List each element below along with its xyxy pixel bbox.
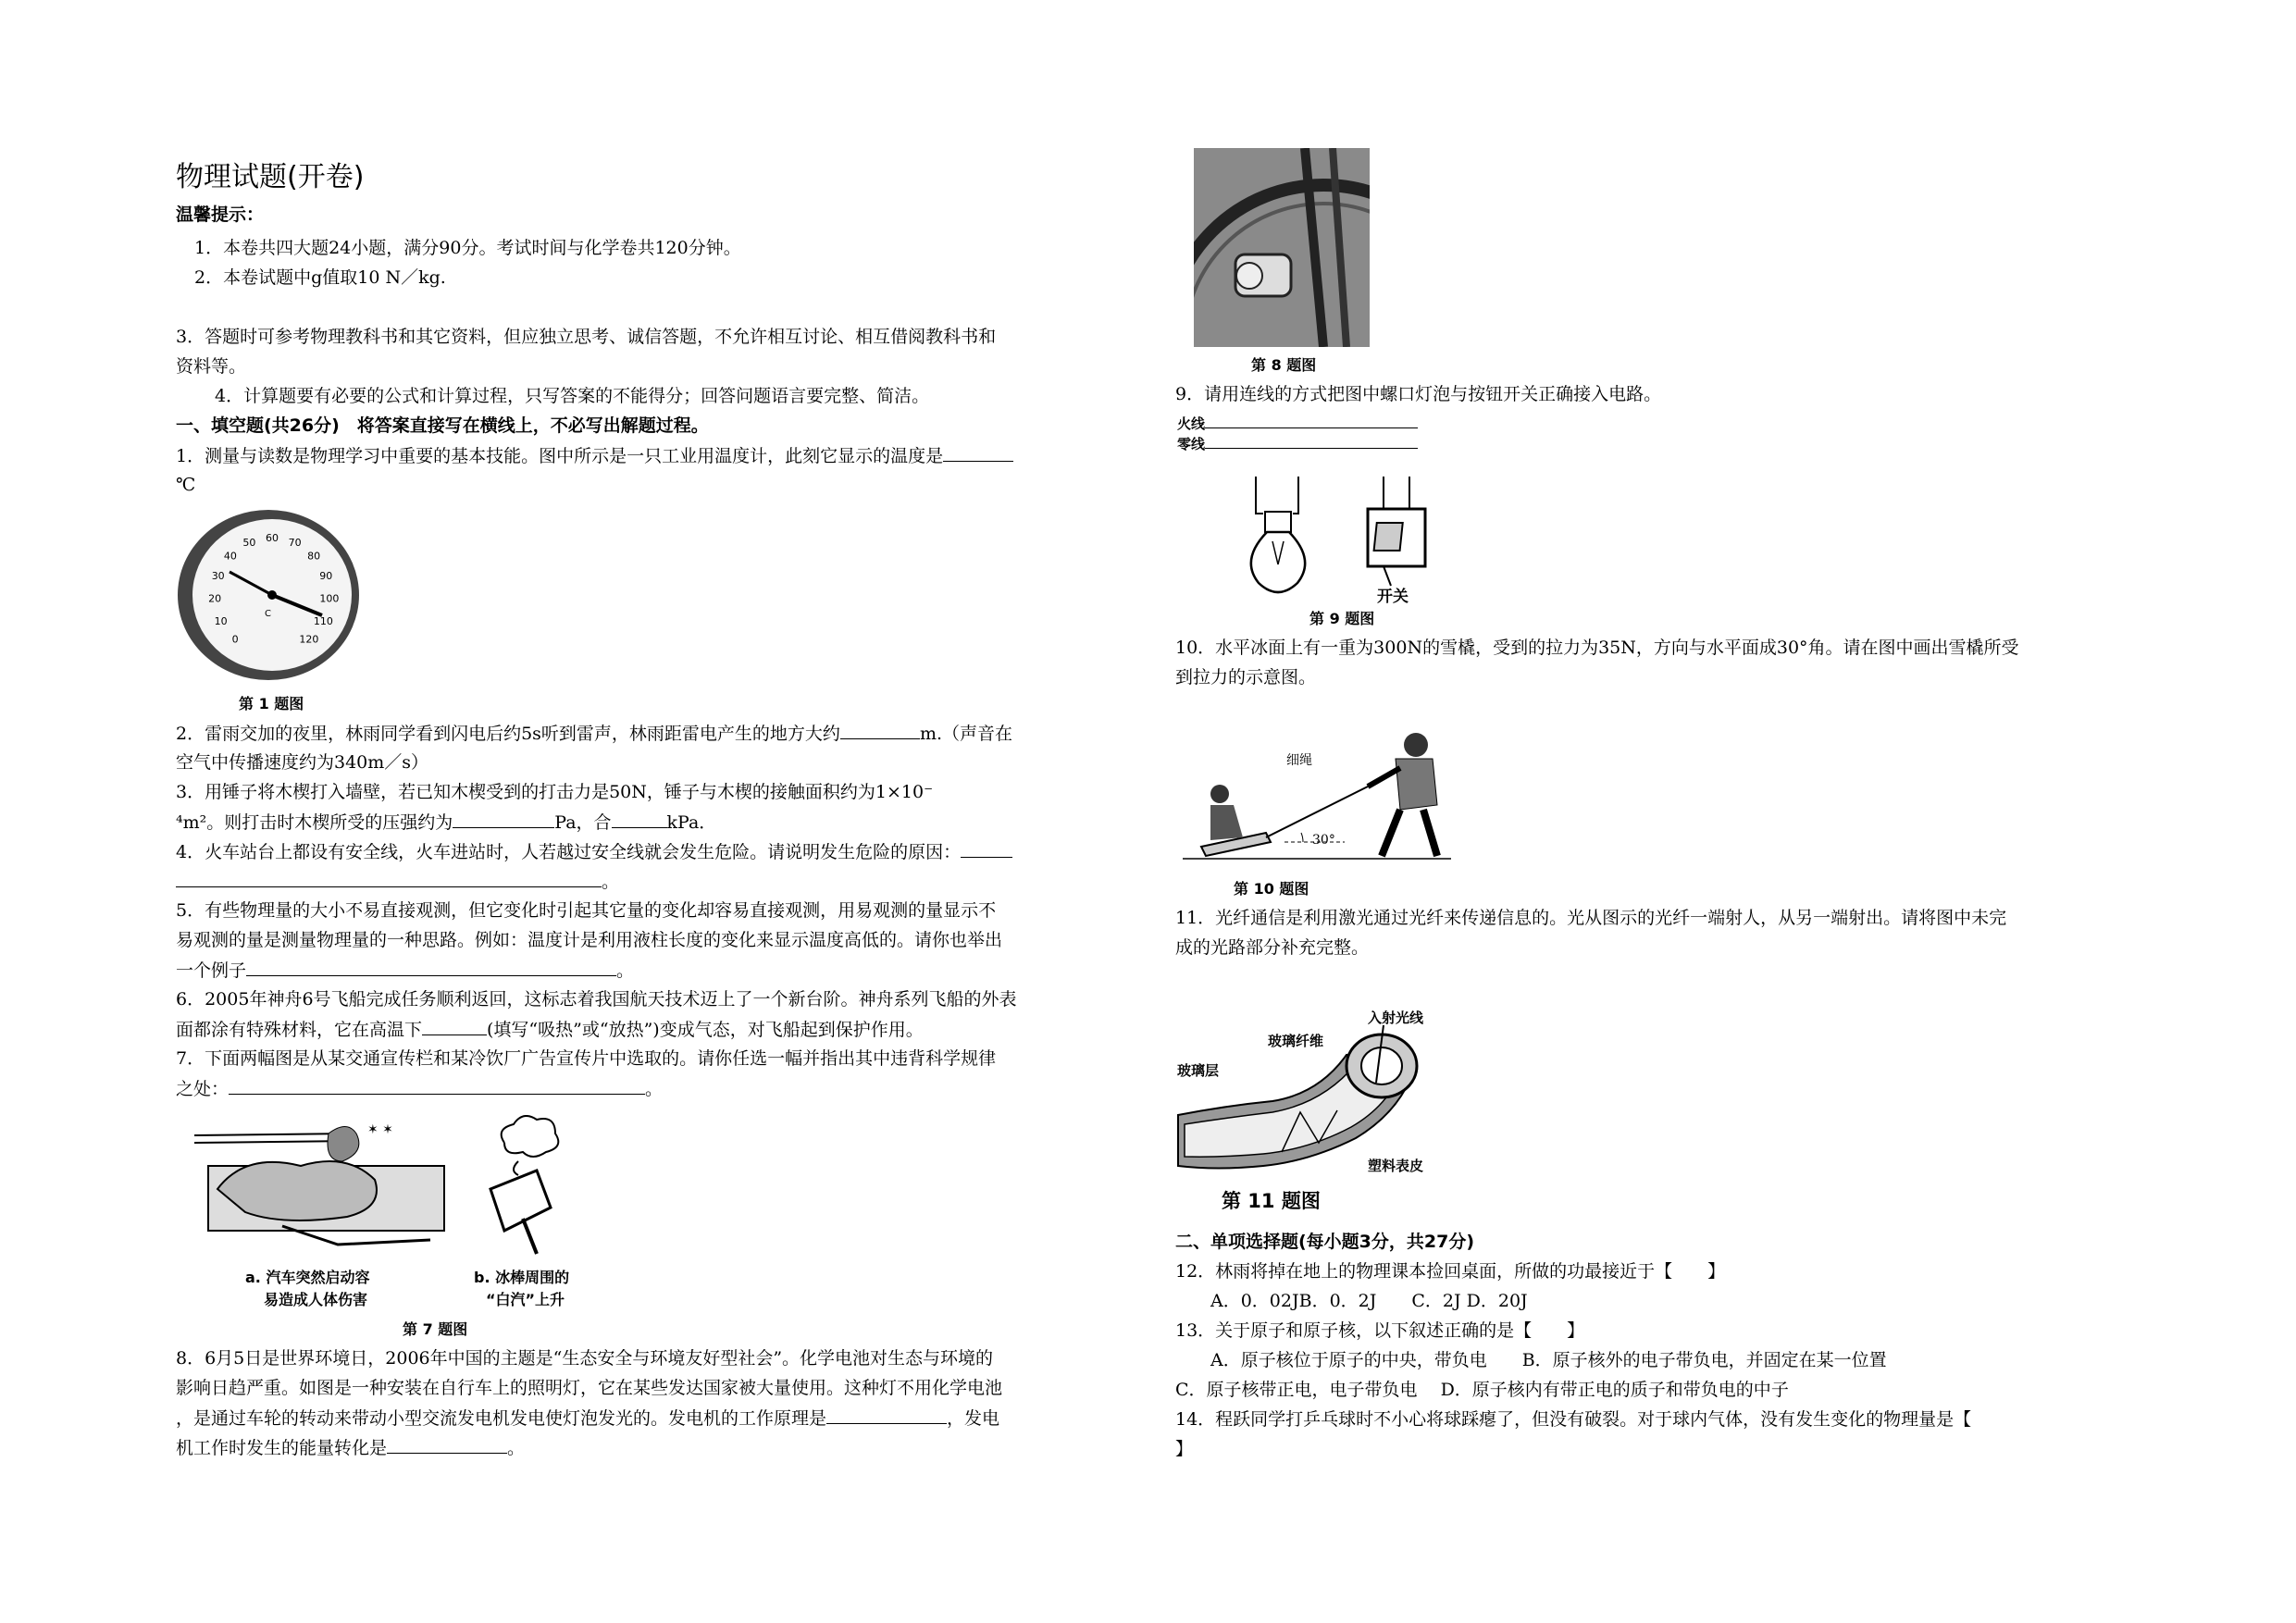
q2-stem-end: m.（声音在 (919, 724, 1012, 744)
q12-text: 12．林雨将掉在地上的物理课本捡回桌面，所做的功最接近于【 】 (1175, 1261, 1726, 1282)
q8-end: 。 (507, 1438, 526, 1458)
tip-3: 3．答题时可参考物理教科书和其它资料，但应独立思考、诚信答题，不允许相互讨论、相互借阅教科书和 (176, 327, 997, 347)
section2-heading: 二、单项选择题(每小题3分，共27分) (1175, 1232, 1475, 1252)
q8-line4 (176, 1436, 525, 1459)
section1-heading: 一、填空题(共26分) 将答案直接写在横线上，不必写出解题过程。 (176, 415, 709, 436)
fig11-caption: 第 11 题图 (1222, 1190, 1321, 1212)
fig7a-caption-1: a. 汽车突然启动容 (245, 1269, 370, 1286)
gauge-tick-label: 70 (288, 537, 302, 550)
gauge-tick-label: 0 (231, 633, 239, 646)
q10-line2: 到拉力的示意图。 (1175, 667, 1317, 688)
q2-line1 (176, 722, 1012, 745)
tips-heading: 温馨提示： (176, 204, 265, 225)
q4-line2 (176, 870, 619, 893)
fiber-layer-label: 玻璃层 (1177, 1062, 1220, 1079)
q9-text: 9．请用连线的方式把图中螺口灯泡与按钮开关正确接入电路。 (1175, 384, 1662, 404)
page-title: 物理试题(开卷) (176, 161, 365, 193)
q2-line2: 空气中传播速度约为340m／s） (176, 752, 429, 773)
fig7b-caption-2: “白汽”上升 (486, 1291, 565, 1308)
q4-stem: 4．火车站台上都设有安全线，火车进站时，人若越过安全线就会发生危险。请说明发生危险的原因： (176, 842, 962, 862)
fiber-in-label: 入射光线 (1368, 1010, 1424, 1026)
q5-line1: 5．有些物理量的大小不易直接观测，但它变化时引起其它量的变化却容易直接观测，用易观测的量显示不 (176, 900, 997, 921)
q10-line1: 10．水平冰面上有一重为300N的雪橇，受到的拉力为35N，方向与水平面成30°角。请在图中画出雪橇所受 (1175, 638, 2019, 658)
fig7a-caption-2: 易造成人体伤害 (264, 1291, 368, 1308)
man-body (1396, 759, 1437, 810)
q5-line3 (176, 959, 634, 982)
q8-blank-a[interactable] (826, 1406, 947, 1424)
child-head (1210, 785, 1229, 803)
svg-text:✶ ✶: ✶ ✶ (367, 1122, 393, 1137)
gauge-tick-label: 110 (313, 614, 333, 627)
q1-unit: ℃ (176, 475, 196, 495)
gauge-tick-label: 90 (319, 569, 333, 582)
gauge-tick-label: 120 (299, 633, 319, 646)
q13-options-cd: C．原子核带正电，电子带负电 D．原子核内有带正电的质子和带负电的中子 (1175, 1380, 1789, 1400)
fiber-glass-label: 玻璃纤维 (1268, 1033, 1324, 1049)
q5-end: 。 (616, 960, 635, 981)
tip-4: 4．计算题要有必要的公式和计算过程，只写答案的不能得分；回答问题语言要完整、简洁。 (215, 386, 930, 406)
bulb-switch-figure (1245, 477, 1458, 606)
q4-line1 (176, 840, 1012, 863)
tip-3-cont: 资料等。 (176, 356, 247, 377)
q7-blank[interactable] (229, 1077, 645, 1095)
fig8-caption: 第 8 题图 (1251, 356, 1317, 374)
gauge-tick-label: 60 (266, 532, 279, 544)
q8-line3 (176, 1406, 999, 1430)
live-wire (1177, 413, 1418, 435)
angle-label: 30° (1312, 833, 1335, 848)
bicycle-lamp-photo (1194, 148, 1370, 347)
q5-blank[interactable] (246, 959, 616, 976)
q11-line1: 11．光纤通信是利用激光通过光纤来传递信息的。光从图示的光纤一端射人，从另一端射出。请将图中未完 (1175, 908, 2007, 928)
bulb-wire-left (1256, 477, 1263, 514)
q12-options: A．0．02JB．0．2J C．2J D．20J (1210, 1291, 1528, 1311)
q7-line1: 7．下面两幅图是从某交通宣传栏和某冷饮厂广告宣传片中选取的。请你任选一幅并指出其中违背科学规律 (176, 1048, 997, 1069)
q3-blank-kpa[interactable] (612, 811, 667, 828)
gauge-tick-label: 50 (242, 537, 256, 550)
thermometer-gauge-figure (176, 507, 370, 688)
q6-blank[interactable] (422, 1018, 487, 1035)
q1-text (176, 444, 1013, 467)
q4-end: 。 (602, 872, 620, 892)
gauge-tick-label: 80 (307, 550, 321, 563)
switch-label: 开关 (1377, 588, 1409, 606)
fig10-caption: 第 10 题图 (1234, 880, 1309, 898)
q8-line1: 8．6月5日是世界环境日，2006年中国的主题是“生态安全与环境友好型社会”。化学电池对生态与环境的 (176, 1348, 994, 1369)
q2-stem: 2．雷雨交加的夜里，林雨同学看到闪电后约5s听到雷声，林雨距雷电产生的地方大约 (176, 724, 840, 744)
q14-line2: 】 (1175, 1439, 1194, 1459)
gauge-hub (267, 590, 277, 600)
q7-stem: 之处： (176, 1079, 230, 1099)
q4-blank-a[interactable] (961, 840, 1012, 858)
bulb-socket (1265, 512, 1291, 532)
q3-blank-pa[interactable] (453, 811, 554, 828)
q6-line1: 6．2005年神舟6号飞船完成任务顺利返回，这标志着我国航天技术迈上了一个新台阶。神舟系列飞船的外表 (176, 989, 1017, 1010)
fiber-skin-label: 塑料表皮 (1368, 1158, 1424, 1174)
fig7b-caption-1: b. 冰棒周围的 (474, 1269, 570, 1286)
gauge-tick-label: 30 (211, 569, 225, 582)
q1-blank[interactable] (943, 444, 1013, 462)
q8-blank-b[interactable] (387, 1436, 507, 1454)
q8-mid: ，发电 (947, 1408, 1000, 1429)
fig7-caption: 第 7 题图 (403, 1320, 468, 1338)
q6-line2 (176, 1018, 924, 1041)
q3-stem: ⁴m²。则打击时木楔所受的压强约为 (176, 812, 453, 833)
q3-line2 (176, 811, 716, 834)
q3-line1: 3．用锤子将木楔打入墙壁，若已知木楔受到的打击力是50N，锤子与木楔的接触面积约为1×10⁻ (176, 782, 934, 802)
gauge-tick-label: 10 (214, 614, 228, 627)
q3-mid: Pa，合 (554, 812, 612, 833)
q13-options-ab: A．原子核位于原子的中央，带负电 B．原子核外的电子带负电，并固定在某一位置 (1210, 1350, 1887, 1370)
tip-2: 2．本卷试题中g值取10 N／kg. (194, 267, 446, 288)
gauge-tick-label: 20 (208, 592, 222, 605)
fig1-caption: 第 1 题图 (239, 695, 304, 712)
q6-stem: 面都涂有特殊材料，它在高温下 (176, 1020, 423, 1040)
q7-end: 。 (645, 1079, 664, 1099)
q13-text: 13．关于原子和原子核，以下叙述正确的是【 】 (1175, 1320, 1585, 1341)
q8-stem: ，是通过车轮的转动来带动小型交流发电机发电使灯泡发光的。发电机的工作原理是 (176, 1408, 827, 1429)
q4-blank-b[interactable] (176, 870, 602, 887)
gauge-tick-label: 40 (223, 550, 237, 563)
q7-line2 (176, 1077, 663, 1100)
man-head (1404, 733, 1428, 757)
q1-stem: 1．测量与读数是物理学习中重要的基本技能。图中所示是一只工业用温度计，此刻它显示的温度是 (176, 446, 944, 466)
switch-button (1374, 523, 1403, 551)
gauge-unit: C (265, 609, 271, 619)
q8-stem-2: 机工作时发生的能量转化是 (176, 1438, 388, 1458)
neutral-wire (1177, 433, 1418, 455)
q14-line1: 14．程跃同学打乒乓球时不小心将球踩瘪了，但没有破裂。对于球内气体，没有发生变化的物理量是【 (1175, 1409, 1972, 1430)
rope-label: 细绳 (1286, 753, 1312, 768)
child-body (1210, 805, 1243, 840)
q6-end: (填写“吸热”或“放热”)变成气态，对飞船起到保护作用。 (487, 1020, 924, 1040)
gauge-tick-label: 100 (319, 592, 340, 605)
popsicle-illustration (467, 1115, 569, 1258)
bulb-wire-right (1293, 477, 1298, 514)
neutral-wire-label: 零线 (1177, 436, 1206, 452)
q11-line2: 成的光路部分补充完整。 (1175, 937, 1370, 958)
q5-line2: 易观测的量是测量物理量的一种思路。例如：温度计是利用液柱长度的变化来显示温度高低的。请你也举出 (176, 930, 1003, 950)
q5-stem: 一个例子 (176, 960, 247, 981)
tip-1: 1．本卷共四大题24小题，满分90分。考试时间与化学卷共120分钟。 (194, 238, 741, 258)
q3-end: kPa． (666, 812, 717, 833)
neutral-wire-line[interactable] (1205, 440, 1418, 449)
live-wire-line[interactable] (1205, 419, 1418, 428)
car-start-illustration (190, 1115, 467, 1254)
q8-line2: 影响日趋严重。如图是一种安装在自行车上的照明灯，它在某些发达国家被大量使用。这种灯不用化学电池 (176, 1378, 1003, 1398)
q2-blank[interactable] (840, 722, 920, 739)
live-wire-label: 火线 (1177, 415, 1206, 432)
fig9-caption: 第 9 题图 (1309, 610, 1375, 627)
